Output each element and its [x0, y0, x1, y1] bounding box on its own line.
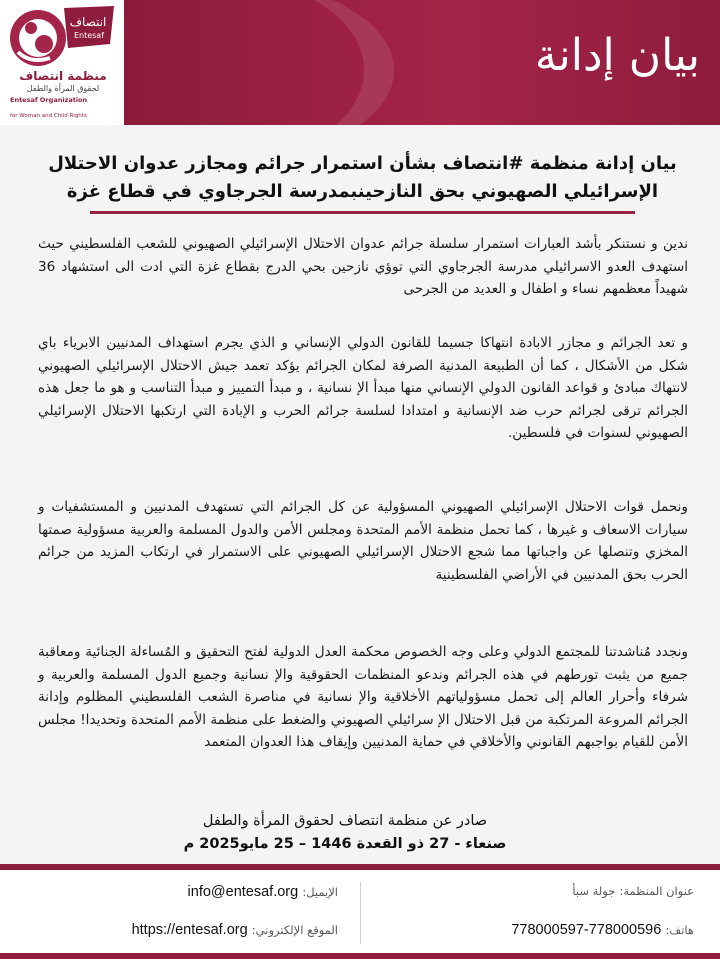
banner-decoration: [124, 0, 394, 125]
paragraph-1: ندين و نستنكر بأشد العبارات استمرار سلسلة جرائم عدوان الاحتلال الإسرائيلي الصهيوني للشعب الفلسطيني حيث استهدف العدو الاسرائيلي مدرسة الجرجاوي التي توؤي نازحين بحي الدرج بقطاع غزة التي ادت الى استشهاد 36 شهيداً معظمهم نساء و اطفال و العديد من الجرحى: [38, 236, 688, 297]
signature-issuer: صادر عن منظمة انتصاف لحقوق المرأة والطفل: [202, 813, 488, 829]
footer-website: [132, 922, 338, 938]
title-banner: [124, 0, 720, 125]
website-link[interactable]: https://entesaf.org: [131, 922, 248, 938]
org-subtitle-en: for Woman and Child Rights: [10, 113, 87, 119]
paragraph-3: ونحمل قوات الاحتلال الإسرائيلي الصهيوني المسؤولية عن كل الجرائم التي تستهدف المدنيين و المستشفيات و سيارات الاسعاف و غيرها ، كما تحمل منظمة الأمم المتحدة ومجلس الأمن والدول المسلمة والعربية مسؤولية صمتها المخزي وتنصلها عن واجباتها مما شجع الاحتلال الإسرائيلي الصهيوني على الاستمرار في ارتكاب المزيد من جرائم الحرب بحق المدنيين في الأراضي الفلسطينية: [38, 499, 688, 583]
paragraph-2: و تعد الجرائم و مجازر الابادة انتهاكا جسيما للقانون الدولي الإنساني و الذي يجرم استهداف المدنيين الابرياء باي شكل من الأشكال ، كما أن الطبيعة المدنية الصرفة لمكان الجرائم يؤكد تعمد جيش الاحتلال الإسرائيلي الصهيوني لانتهاك مبادئ و قواعد القانون الدولي الإنساني منها مبدأ الإ نسانية ، و مبدأ التمييز و مبدأ التناسب و هو ما جعل هذه الجرائم ترقى لجرائم حرب ضد الإنسانية و امتدادا لسلسة جرائم الحرب و الإبادة التي ارتكبها الاحتلال الإسرائيلي الصهيوني لسنوات في فلسطين.: [38, 335, 688, 441]
document-header: [0, 0, 720, 125]
organization-logo: [0, 0, 124, 125]
banner-title: بيان إدانة: [534, 30, 700, 81]
footer-bottom-rule: [0, 953, 720, 959]
footer-address: [572, 884, 694, 899]
phone-value[interactable]: 778000597-778000596: [511, 922, 662, 938]
signature-date: صنعاء - 27 ذو القعدة 1446 – 25 مايو2025 م: [183, 836, 507, 852]
contact-footer: [0, 870, 720, 959]
phone-label: هاتف:: [665, 923, 694, 937]
logo-badge-text-en: Entesaf: [73, 31, 105, 40]
address-value: جولة سبأ: [572, 884, 616, 898]
logo-badge-text: انتصاف: [69, 15, 107, 29]
paragraph-4: ونجدد مُناشدتنا للمجتمع الدولي وعلى وجه الخصوص محكمة العدل الدولية لفتح التحقيق و المُساءلة الجنائية ومعاقبة جميع من يثبت تورطهم في هذه الجرائم وندعو المنظمات الحقوقية والإ نسانية وجميع الدول المسلمة والعربية و شرفاء وأحرار العالم إلى تحمل مسؤولياتهم الأخلاقية والإ نسانية في مناصرة الشعب الفلسطيني المظلوم وإدانة الجرائم المروعة المرتكبة من قبل الاحتلال الإ سرائيلي الصهيوني والضغط على منظمة الأمم المتحدة وتحديدا! مجلس الأمن للقيام بواجبهم القانوني والأخلاقي في حماية المدنيين وإيقاف هذا العدوان المتعمد: [38, 644, 688, 750]
email-label: الإيميل:: [302, 885, 338, 899]
address-label: عنوان المنظمة:: [619, 884, 694, 898]
footer-divider: [360, 882, 361, 944]
email-link[interactable]: info@entesaf.org: [187, 884, 299, 900]
org-name-en: Entesaf Organization: [10, 96, 88, 104]
headline-underline: [90, 211, 635, 214]
website-label: الموقع الإلكتروني:: [251, 923, 338, 937]
org-name-ar: منظمة انتصاف: [19, 69, 107, 83]
footer-email: [188, 884, 338, 900]
footer-phone: [511, 922, 694, 938]
statement-headline: بيان إدانة منظمة #انتصاف بشأن استمرار جرائم ومجازر عدوان الاحتلال الإسرائيلي الصهيوني بحق النازحينبمدرسة الجرجاوي في قطاع غزة: [48, 153, 677, 202]
org-subtitle-ar: لحقوق المرأة والطفل: [26, 84, 100, 93]
logo-hands-icon: [6, 4, 118, 70]
signature-block: [150, 810, 540, 856]
